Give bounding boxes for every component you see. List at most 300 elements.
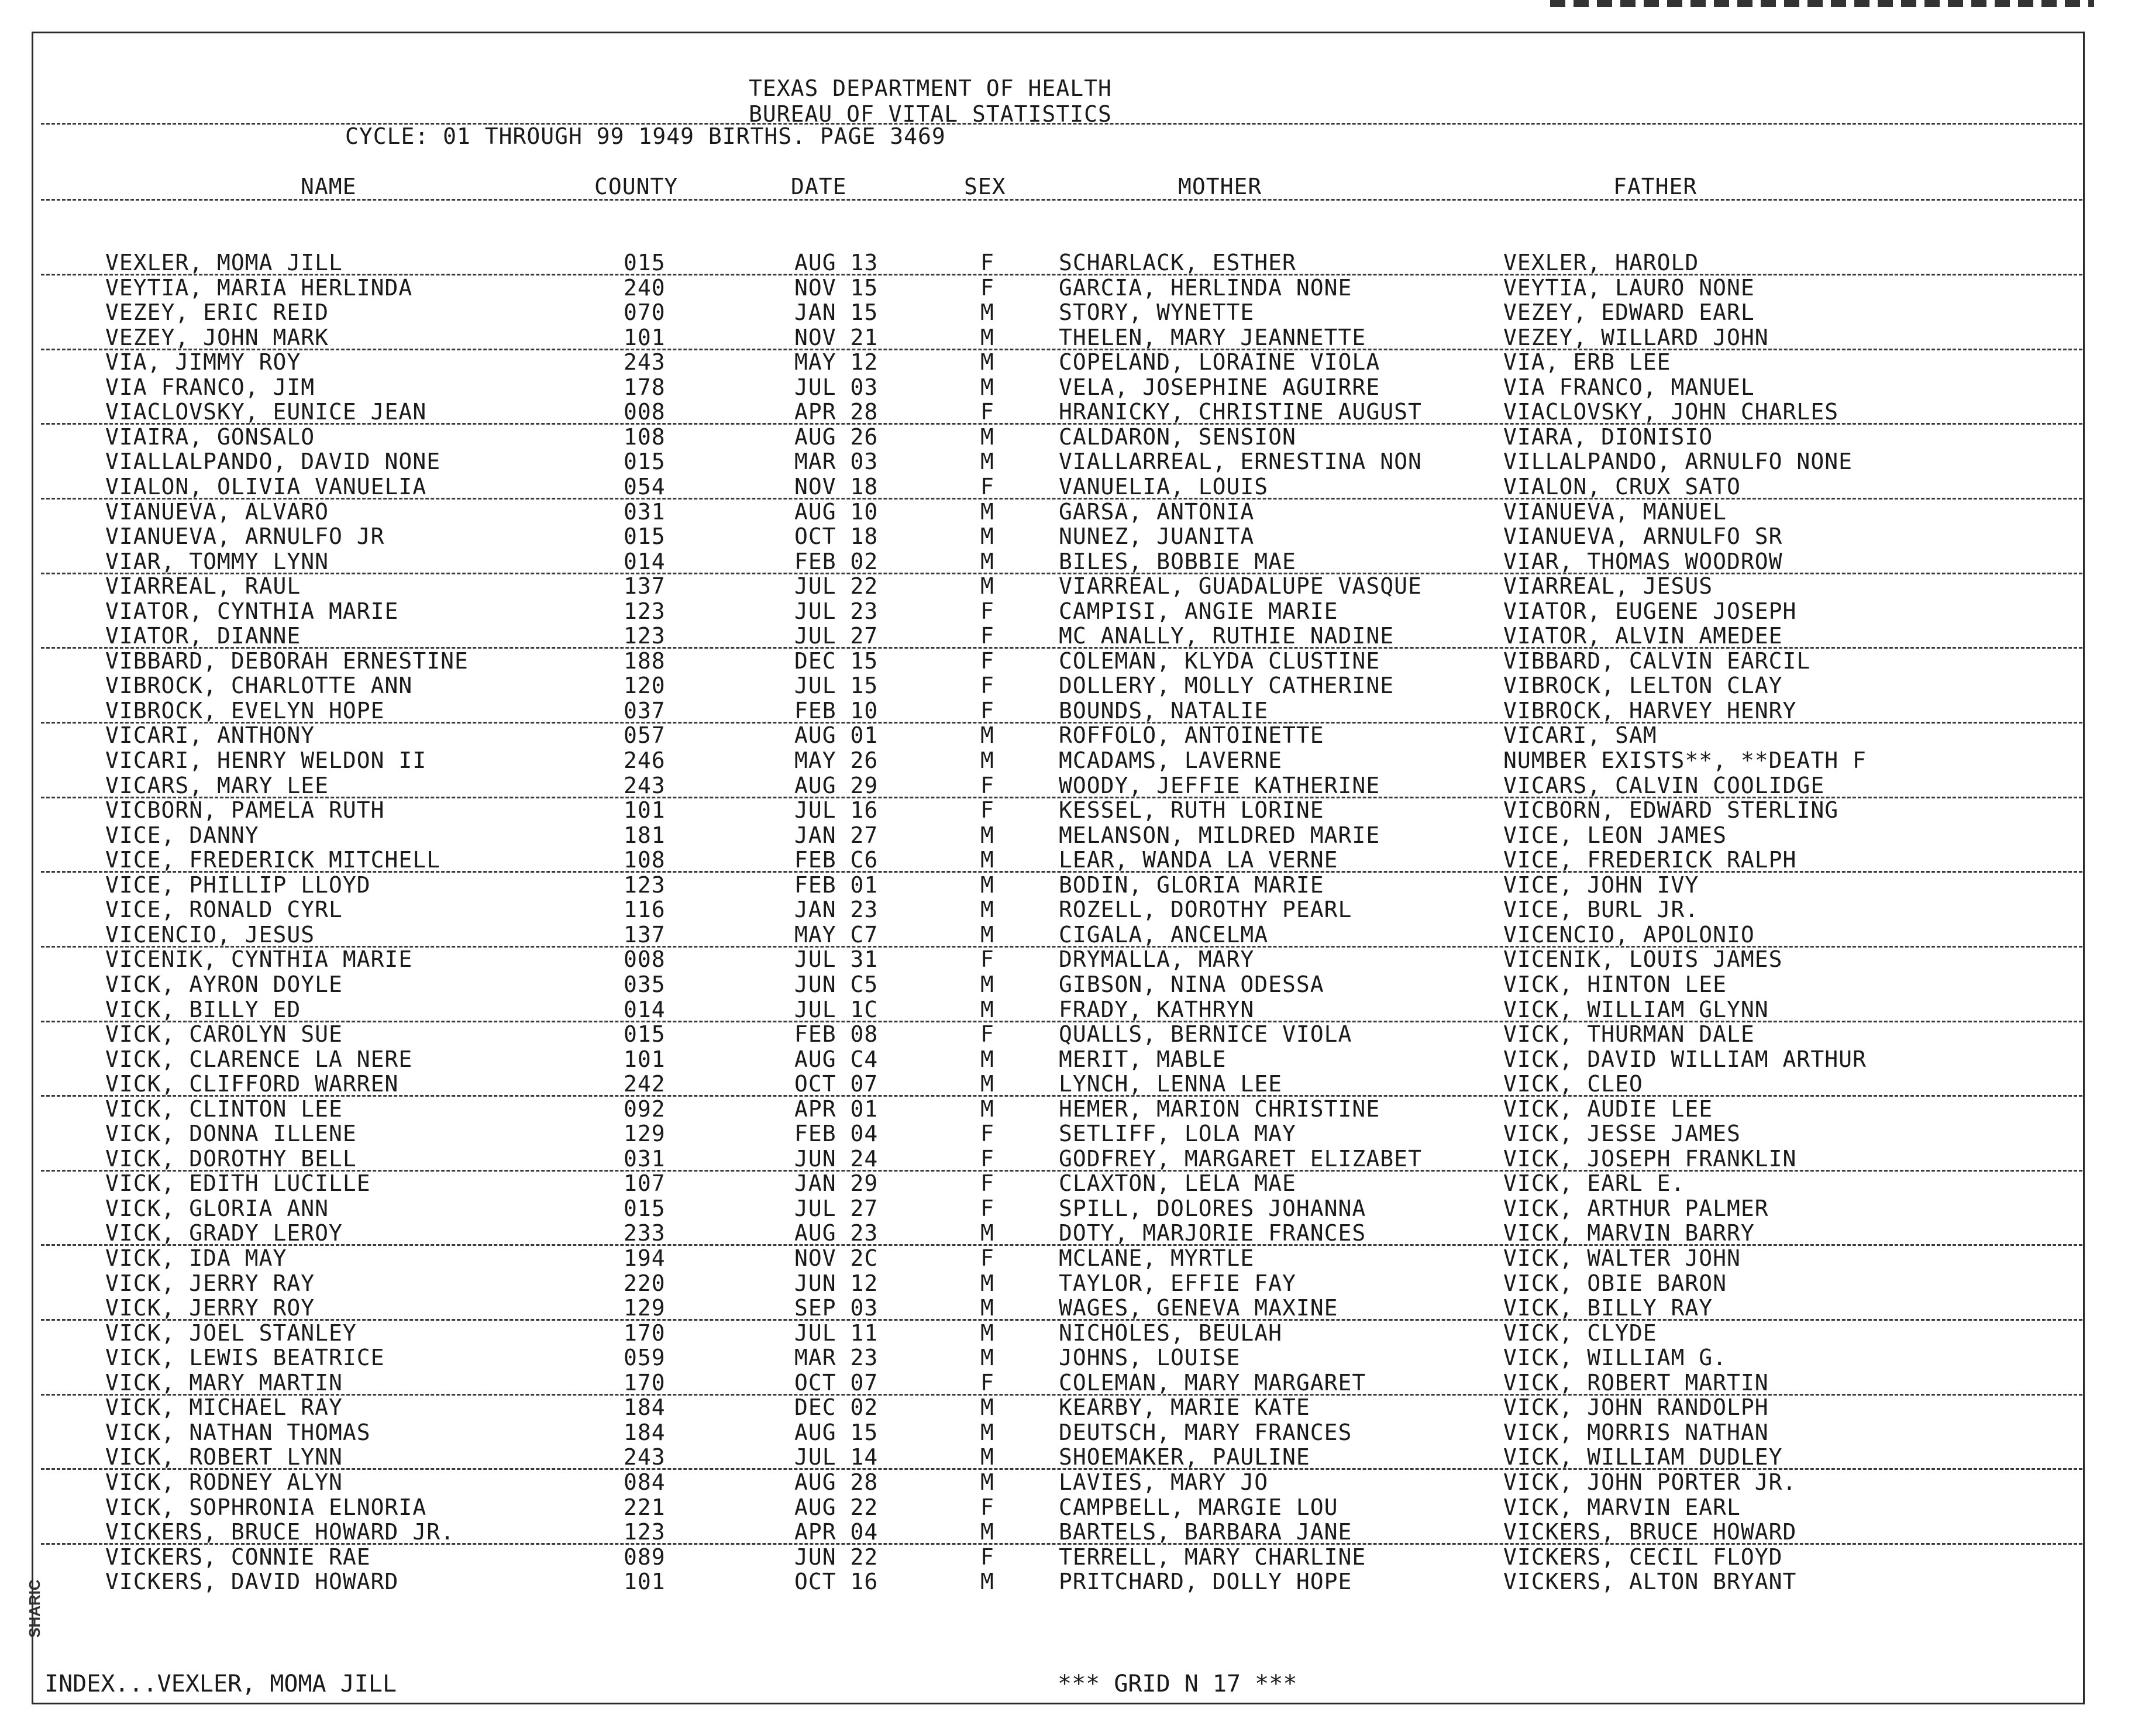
table-row [0,1072,2145,1096]
table-row [0,624,2145,648]
table-row [0,375,2145,399]
cell-name: VICARS, MARY LEE [105,772,329,798]
cell-mother: BARTELS, BARBARA JANE [1059,1519,1352,1545]
cell-county: 101 [624,797,666,824]
table-row [0,673,2145,698]
side-label-text: SHARIC [26,1579,43,1638]
cell-date: FEB 02 [794,548,879,574]
cell-date: OCT 16 [794,1569,879,1595]
table-row [0,524,2145,549]
cell-mother: SCHARLACK, ESTHER [1059,250,1296,275]
cell-county: 014 [624,996,666,1022]
table-row [0,698,2145,723]
cell-date: JUL 23 [794,598,879,624]
cell-date: JUL 31 [794,946,879,973]
cell-county: 059 [624,1345,666,1371]
cell-sex: M [980,523,994,550]
cell-county: 116 [624,897,666,923]
cell-county: 178 [624,374,666,400]
cell-county: 184 [624,1419,666,1445]
cell-sex: M [980,921,994,948]
column-header-rule [41,199,2082,201]
cell-name: VICK, RODNEY ALYN [105,1469,343,1495]
cell-father: VICK, MORRIS NATHAN [1503,1419,1769,1445]
cell-sex: M [980,324,994,350]
cell-mother: CALDARON, SENSION [1059,423,1296,450]
cell-sex: M [980,1071,994,1097]
cell-sex: F [980,1245,994,1271]
cell-mother: BILES, BOBBIE MAE [1059,548,1296,574]
cell-date: JUN C5 [794,971,879,997]
cell-father: VIAR, THOMAS WOODROW [1503,548,1783,574]
cell-sex: F [980,946,994,973]
cell-father: VICK, HINTON LEE [1503,971,1727,997]
cell-date: JUL 16 [794,797,879,824]
cell-date: JUL 1C [794,996,879,1022]
cell-mother: ROFFOLO, ANTOINETTE [1059,722,1324,749]
cell-mother: GODFREY, MARGARET ELIZABET [1059,1145,1422,1172]
cell-date: AUG 01 [794,722,879,749]
table-row [0,1445,2145,1469]
cell-mother: LEAR, WANDA LA VERNE [1059,847,1338,873]
cell-mother: VELA, JOSEPHINE AGUIRRE [1059,374,1380,400]
cell-date: JUN 24 [794,1145,879,1172]
cell-sex: F [980,274,994,301]
cell-county: 054 [624,473,666,500]
cell-name: VICK, CLINTON LEE [105,1096,343,1122]
cell-date: FEB 10 [794,697,879,724]
cell-sex: M [980,996,994,1022]
cell-name: VICENCIO, JESUS [105,921,315,948]
cell-mother: BOUNDS, NATALIE [1059,697,1269,724]
cell-county: 014 [624,548,666,574]
cell-date: NOV 15 [794,274,879,301]
cell-name: VIALLALPANDO, DAVID NONE [105,449,441,475]
cell-county: 137 [624,573,666,600]
cell-name: VICK, SOPHRONIA ELNORIA [105,1494,427,1520]
cell-name: VICK, AYRON DOYLE [105,971,343,997]
cell-name: VIBBARD, DEBORAH ERNESTINE [105,647,469,674]
cell-date: FEB C6 [794,847,879,873]
cell-sex: F [980,1170,994,1197]
cell-county: 015 [624,523,666,550]
cell-county: 057 [624,722,666,749]
cell-county: 242 [624,1071,666,1097]
cell-date: JUL 27 [794,623,879,649]
cell-sex: M [980,1270,994,1296]
table-row [0,1097,2145,1121]
cell-sex: M [980,548,994,574]
cell-county: 170 [624,1369,666,1396]
cell-county: 188 [624,647,666,674]
cell-county: 221 [624,1494,666,1520]
cell-father: VICE, LEON JAMES [1503,822,1727,848]
cell-father: NUMBER EXISTS**, **DEATH F [1503,748,1867,773]
cell-date: JUL 27 [794,1195,879,1221]
cell-name: VIBROCK, CHARLOTTE ANN [105,673,413,699]
cell-sex: M [980,1394,994,1421]
cell-name: VICK, IDA MAY [105,1245,287,1271]
cell-date: DEC 02 [794,1394,879,1421]
cell-name: VICARI, HENRY WELDON II [105,748,427,773]
cell-sex: M [980,872,994,898]
column-header-mother: MOTHER [1178,174,1262,199]
cell-name: VICKERS, CONNIE RAE [105,1544,371,1570]
header-cycle: CYCLE: 01 THROUGH 99 1949 BIRTHS. PAGE 3469 [345,123,946,149]
cell-county: 184 [624,1394,666,1421]
cell-date: MAR 03 [794,449,879,475]
cell-father: VICK, JESSE JAMES [1503,1121,1741,1147]
column-header-name: NAME [301,174,357,199]
cell-sex: M [980,971,994,997]
cell-date: NOV 21 [794,324,879,350]
cell-mother: NICHOLES, BEULAH [1059,1320,1283,1346]
cell-name: VICK, DOROTHY BELL [105,1145,357,1172]
cell-father: VIBROCK, HARVEY HENRY [1503,697,1797,724]
cell-county: 031 [624,1145,666,1172]
cell-name: VEYTIA, MARIA HERLINDA [105,274,413,301]
cell-mother: TAYLOR, EFFIE FAY [1059,1270,1296,1296]
cell-name: VICK, LEWIS BEATRICE [105,1345,385,1371]
cell-date: JUL 15 [794,673,879,699]
cell-father: VEYTIA, LAURO NONE [1503,274,1755,301]
cell-name: VICE, PHILLIP LLOYD [105,872,371,898]
table-row [0,1121,2145,1146]
cell-mother: MERIT, MABLE [1059,1046,1227,1072]
cell-name: VEZEY, ERIC REID [105,299,329,326]
table-row [0,748,2145,773]
cell-sex: M [980,847,994,873]
cell-mother: CLAXTON, LELA MAE [1059,1170,1296,1197]
cell-father: VICE, JOHN IVY [1503,872,1699,898]
cell-date: AUG 22 [794,1494,879,1520]
cell-mother: CIGALA, ANCELMA [1059,921,1269,948]
cell-county: 123 [624,598,666,624]
cell-mother: LYNCH, LENNA LEE [1059,1071,1283,1097]
cell-mother: PRITCHARD, DOLLY HOPE [1059,1569,1352,1595]
cell-date: AUG C4 [794,1046,879,1072]
cell-father: VICK, DAVID WILLIAM ARTHUR [1503,1046,1867,1072]
cell-county: 070 [624,299,666,326]
cell-father: VICK, JOHN RANDOLPH [1503,1394,1769,1421]
cell-date: APR 04 [794,1519,879,1545]
cell-date: FEB 08 [794,1021,879,1048]
cell-date: JUN 22 [794,1544,879,1570]
cell-name: VIANUEVA, ALVARO [105,498,329,525]
cell-mother: KEARBY, MARIE KATE [1059,1394,1310,1421]
cell-date: AUG 13 [794,250,879,275]
table-row [0,1271,2145,1296]
cell-father: VICK, WILLIAM G. [1503,1345,1727,1371]
cell-county: 037 [624,697,666,724]
cell-sex: M [980,349,994,376]
cell-county: 129 [624,1295,666,1321]
table-row [0,1420,2145,1445]
cell-name: VIA FRANCO, JIM [105,374,315,400]
cell-mother: STORY, WYNETTE [1059,299,1255,326]
top-edge-marks [1550,0,2094,7]
table-row [0,500,2145,524]
cell-mother: GARSA, ANTONIA [1059,498,1255,525]
cell-father: VICK, WALTER JOHN [1503,1245,1741,1271]
table-row [0,897,2145,922]
table-row [0,549,2145,574]
cell-date: MAR 23 [794,1345,879,1371]
cell-father: VICK, OBIE BARON [1503,1270,1727,1296]
cell-father: VICK, CLYDE [1503,1320,1657,1346]
cell-father: VICBORN, EDWARD STERLING [1503,797,1839,824]
cell-mother: MCLANE, MYRTLE [1059,1245,1255,1271]
cell-mother: HRANICKY, CHRISTINE AUGUST [1059,399,1422,425]
table-row [0,325,2145,350]
cell-name: VICK, CLIFFORD WARREN [105,1071,399,1097]
cell-county: 031 [624,498,666,525]
cell-date: AUG 15 [794,1419,879,1445]
table-row [0,1196,2145,1221]
table-row [0,275,2145,300]
cell-sex: F [980,1121,994,1147]
cell-father: VIANUEVA, ARNULFO SR [1503,523,1783,550]
cell-date: OCT 18 [794,523,879,550]
cell-name: VICK, JERRY ROY [105,1295,315,1321]
cell-name: VICK, JOEL STANLEY [105,1320,357,1346]
cell-name: VICKERS, DAVID HOWARD [105,1569,399,1595]
cell-mother: DOTY, MARJORIE FRANCES [1059,1220,1366,1246]
cell-date: JUL 14 [794,1444,879,1470]
cell-father: VICARS, CALVIN COOLIDGE [1503,772,1825,798]
cell-father: VICK, EARL E. [1503,1170,1685,1197]
cell-sex: F [980,1145,994,1172]
cell-name: VICK, JERRY RAY [105,1270,315,1296]
column-header-sex: SEX [964,174,1006,199]
cell-mother: SHOEMAKER, PAULINE [1059,1444,1310,1470]
cell-sex: M [980,1046,994,1072]
cell-date: APR 28 [794,399,879,425]
cell-name: VIA, JIMMY ROY [105,349,301,376]
cell-date: JUL 03 [794,374,879,400]
cell-date: JAN 23 [794,897,879,923]
cell-sex: M [980,299,994,326]
cell-date: FEB 01 [794,872,879,898]
cell-sex: M [980,748,994,773]
cell-father: VIBBARD, CALVIN EARCIL [1503,647,1811,674]
cell-name: VICENIK, CYNTHIA MARIE [105,946,413,973]
cell-father: VILLALPANDO, ARNULFO NONE [1503,449,1853,475]
cell-date: SEP 03 [794,1295,879,1321]
cell-father: VICK, CLEO [1503,1071,1643,1097]
cell-name: VIBROCK, EVELYN HOPE [105,697,385,724]
cell-father: VICKERS, BRUCE HOWARD [1503,1519,1797,1545]
cell-county: 035 [624,971,666,997]
cell-father: VICK, ROBERT MARTIN [1503,1369,1769,1396]
cell-county: 243 [624,772,666,798]
table-row [0,1395,2145,1420]
cell-sex: F [980,1021,994,1048]
cell-name: VICE, DANNY [105,822,259,848]
cell-father: VIARA, DIONISIO [1503,423,1713,450]
table-row [0,1246,2145,1270]
cell-mother: FRADY, KATHRYN [1059,996,1255,1022]
cell-date: OCT 07 [794,1071,879,1097]
cell-mother: TERRELL, MARY CHARLINE [1059,1544,1366,1570]
cell-sex: M [980,1444,994,1470]
cell-father: VIACLOVSKY, JOHN CHARLES [1503,399,1839,425]
table-row [0,425,2145,449]
cell-name: VIATOR, CYNTHIA MARIE [105,598,399,624]
table-row [0,1569,2145,1594]
cell-name: VICK, GLORIA ANN [105,1195,329,1221]
cell-father: VICE, FREDERICK RALPH [1503,847,1797,873]
cell-sex: M [980,1419,994,1445]
cell-sex: F [980,772,994,798]
cell-date: MAY C7 [794,921,879,948]
cell-county: 107 [624,1170,666,1197]
cell-father: VEXLER, HAROLD [1503,250,1699,275]
cell-name: VICARI, ANTHONY [105,722,315,749]
cell-sex: M [980,1295,994,1321]
footer-grid: *** GRID N 17 *** [1058,1670,1297,1697]
cell-date: AUG 26 [794,423,879,450]
cell-county: 233 [624,1220,666,1246]
cell-mother: SETLIFF, LOLA MAY [1059,1121,1296,1147]
cell-date: NOV 18 [794,473,879,500]
table-row [0,972,2145,997]
side-label [2,1579,43,1702]
table-row [0,997,2145,1022]
cell-father: VICK, THURMAN DALE [1503,1021,1755,1048]
cell-name: VICE, RONALD CYRL [105,897,343,923]
cell-father: VICK, JOSEPH FRANKLIN [1503,1145,1797,1172]
cell-name: VIAR, TOMMY LYNN [105,548,329,574]
cell-county: 123 [624,872,666,898]
cell-name: VIARREAL, RAUL [105,573,301,600]
cell-father: VICENCIO, APOLONIO [1503,921,1755,948]
table-row [0,1022,2145,1046]
column-header-father: FATHER [1613,174,1698,199]
cell-name: VEZEY, JOHN MARK [105,324,329,350]
footer-index: INDEX...VEXLER, MOMA JILL [44,1670,397,1697]
cell-county: 015 [624,250,666,275]
cell-date: JUN 12 [794,1270,879,1296]
cell-mother: COLEMAN, MARY MARGARET [1059,1369,1366,1396]
cell-father: VIA, ERB LEE [1503,349,1671,376]
cell-date: JAN 29 [794,1170,879,1197]
cell-father: VICK, WILLIAM DUDLEY [1503,1444,1783,1470]
cell-sex: M [980,573,994,600]
cell-county: 123 [624,623,666,649]
column-header-county: COUNTY [594,174,679,199]
cell-name: VICKERS, BRUCE HOWARD JR. [105,1519,455,1545]
table-row [0,1520,2145,1544]
header-title: TEXAS DEPARTMENT OF HEALTH [749,75,1112,101]
cell-sex: M [980,423,994,450]
table-row [0,449,2145,474]
cell-name: VEXLER, MOMA JILL [105,250,343,275]
cell-father: VICK, WILLIAM GLYNN [1503,996,1769,1022]
cell-mother: COPELAND, LORAINE VIOLA [1059,349,1380,376]
cell-sex: M [980,722,994,749]
cell-father: VICKERS, CECIL FLOYD [1503,1544,1783,1570]
cell-sex: F [980,399,994,425]
table-row [0,599,2145,624]
table-row [0,1296,2145,1320]
cell-father: VICK, MARVIN BARRY [1503,1220,1755,1246]
table-row [0,1047,2145,1072]
cell-sex: M [980,498,994,525]
table-row [0,649,2145,673]
cell-father: VIANUEVA, MANUEL [1503,498,1727,525]
table-row [0,848,2145,872]
cell-name: VICK, ROBERT LYNN [105,1444,343,1470]
cell-sex: M [980,1569,994,1595]
table-row [0,773,2145,798]
cell-date: MAY 26 [794,748,879,773]
cell-father: VICK, MARVIN EARL [1503,1494,1741,1520]
cell-mother: VIARREAL, GUADALUPE VASQUE [1059,573,1422,600]
cell-county: 246 [624,748,666,773]
table-row [0,873,2145,897]
cell-date: JAN 27 [794,822,879,848]
cell-county: 092 [624,1096,666,1122]
table-row [0,823,2145,848]
cell-county: 101 [624,1046,666,1072]
table-row [0,399,2145,424]
cell-sex: M [980,1469,994,1495]
table-row [0,723,2145,748]
cell-father: VICKERS, ALTON BRYANT [1503,1569,1797,1595]
cell-county: 120 [624,673,666,699]
cell-name: VICK, CLARENCE LA NERE [105,1046,413,1072]
cell-county: 101 [624,324,666,350]
cell-county: 243 [624,1444,666,1470]
cell-father: VICK, AUDIE LEE [1503,1096,1713,1122]
cell-name: VIATOR, DIANNE [105,623,301,649]
cell-county: 089 [624,1544,666,1570]
cell-sex: F [980,1494,994,1520]
table-row [0,574,2145,598]
table-row [0,474,2145,499]
cell-county: 220 [624,1270,666,1296]
cell-county: 008 [624,946,666,973]
cell-sex: F [980,697,994,724]
cell-county: 015 [624,1195,666,1221]
cell-sex: F [980,673,994,699]
cell-father: VICK, ARTHUR PALMER [1503,1195,1769,1221]
cell-sex: M [980,1519,994,1545]
table-row [0,1171,2145,1196]
cell-name: VICK, MARY MARTIN [105,1369,343,1396]
cell-mother: COLEMAN, KLYDA CLUSTINE [1059,647,1380,674]
cell-father: VICE, BURL JR. [1503,897,1699,923]
cell-mother: MELANSON, MILDRED MARIE [1059,822,1380,848]
cell-father: VICK, BILLY RAY [1503,1295,1713,1321]
cell-mother: LAVIES, MARY JO [1059,1469,1269,1495]
cell-county: 008 [624,399,666,425]
cell-sex: F [980,250,994,275]
cell-date: AUG 28 [794,1469,879,1495]
cell-sex: M [980,449,994,475]
cell-mother: THELEN, MARY JEANNETTE [1059,324,1366,350]
cell-mother: QUALLS, BERNICE VIOLA [1059,1021,1352,1048]
cell-sex: M [980,897,994,923]
cell-county: 194 [624,1245,666,1271]
cell-name: VICK, EDITH LUCILLE [105,1170,371,1197]
cell-mother: HEMER, MARION CHRISTINE [1059,1096,1380,1122]
cell-father: VICARI, SAM [1503,722,1657,749]
cell-sex: F [980,623,994,649]
table-row [0,1495,2145,1520]
cell-mother: DRYMALLA, MARY [1059,946,1255,973]
